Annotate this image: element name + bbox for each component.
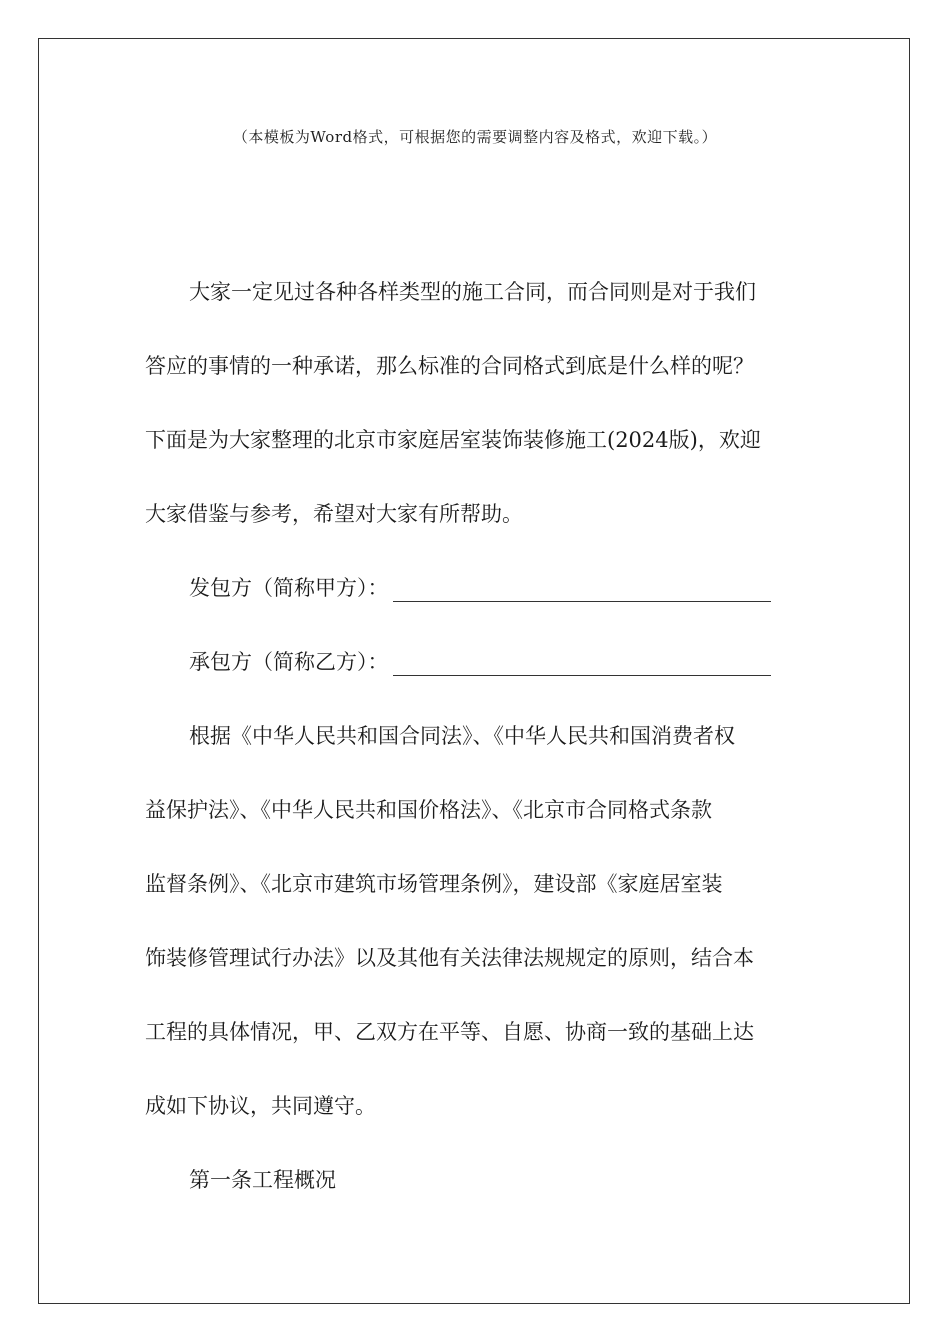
party-a-blank[interactable] <box>393 579 771 602</box>
basis-line-6: 成如下协议，共同遵守。 <box>145 1094 376 1118</box>
template-notice: （本模板为Word格式，可根据您的需要调整内容及格式，欢迎下载。） <box>232 128 718 146</box>
party-a-label: 发包方（简称甲方）： <box>189 576 389 600</box>
intro-line-1: 大家一定见过各种各样类型的施工合同，而合同则是对于我们 <box>189 280 756 304</box>
party-a-row <box>189 574 805 602</box>
intro-line-4: 大家借鉴与参考，希望对大家有所帮助。 <box>145 502 523 526</box>
party-b-blank[interactable] <box>393 653 771 676</box>
basis-line-5: 工程的具体情况，甲、乙双方在平等、自愿、协商一致的基础上达 <box>145 1020 754 1044</box>
basis-line-2: 益保护法》、《中华人民共和国价格法》、《北京市合同格式条款 <box>145 798 712 822</box>
basis-line-1: 根据《中华人民共和国合同法》、《中华人民共和国消费者权 <box>189 724 735 748</box>
basis-line-4: 饰装修管理试行办法》以及其他有关法律法规规定的原则，结合本 <box>145 946 754 970</box>
party-b-label: 承包方（简称乙方）： <box>189 650 389 674</box>
intro-line-2: 答应的事情的一种承诺，那么标准的合同格式到底是什么样的呢？ <box>145 354 754 378</box>
party-b-row <box>189 648 805 676</box>
article-1-title: 第一条工程概况 <box>189 1168 336 1192</box>
basis-line-3: 监督条例》、《北京市建筑市场管理条例》，建设部《家庭居室装 <box>145 872 723 896</box>
intro-line-3: 下面是为大家整理的北京市家庭居室装饰装修施工(2024版)，欢迎 <box>145 428 761 452</box>
